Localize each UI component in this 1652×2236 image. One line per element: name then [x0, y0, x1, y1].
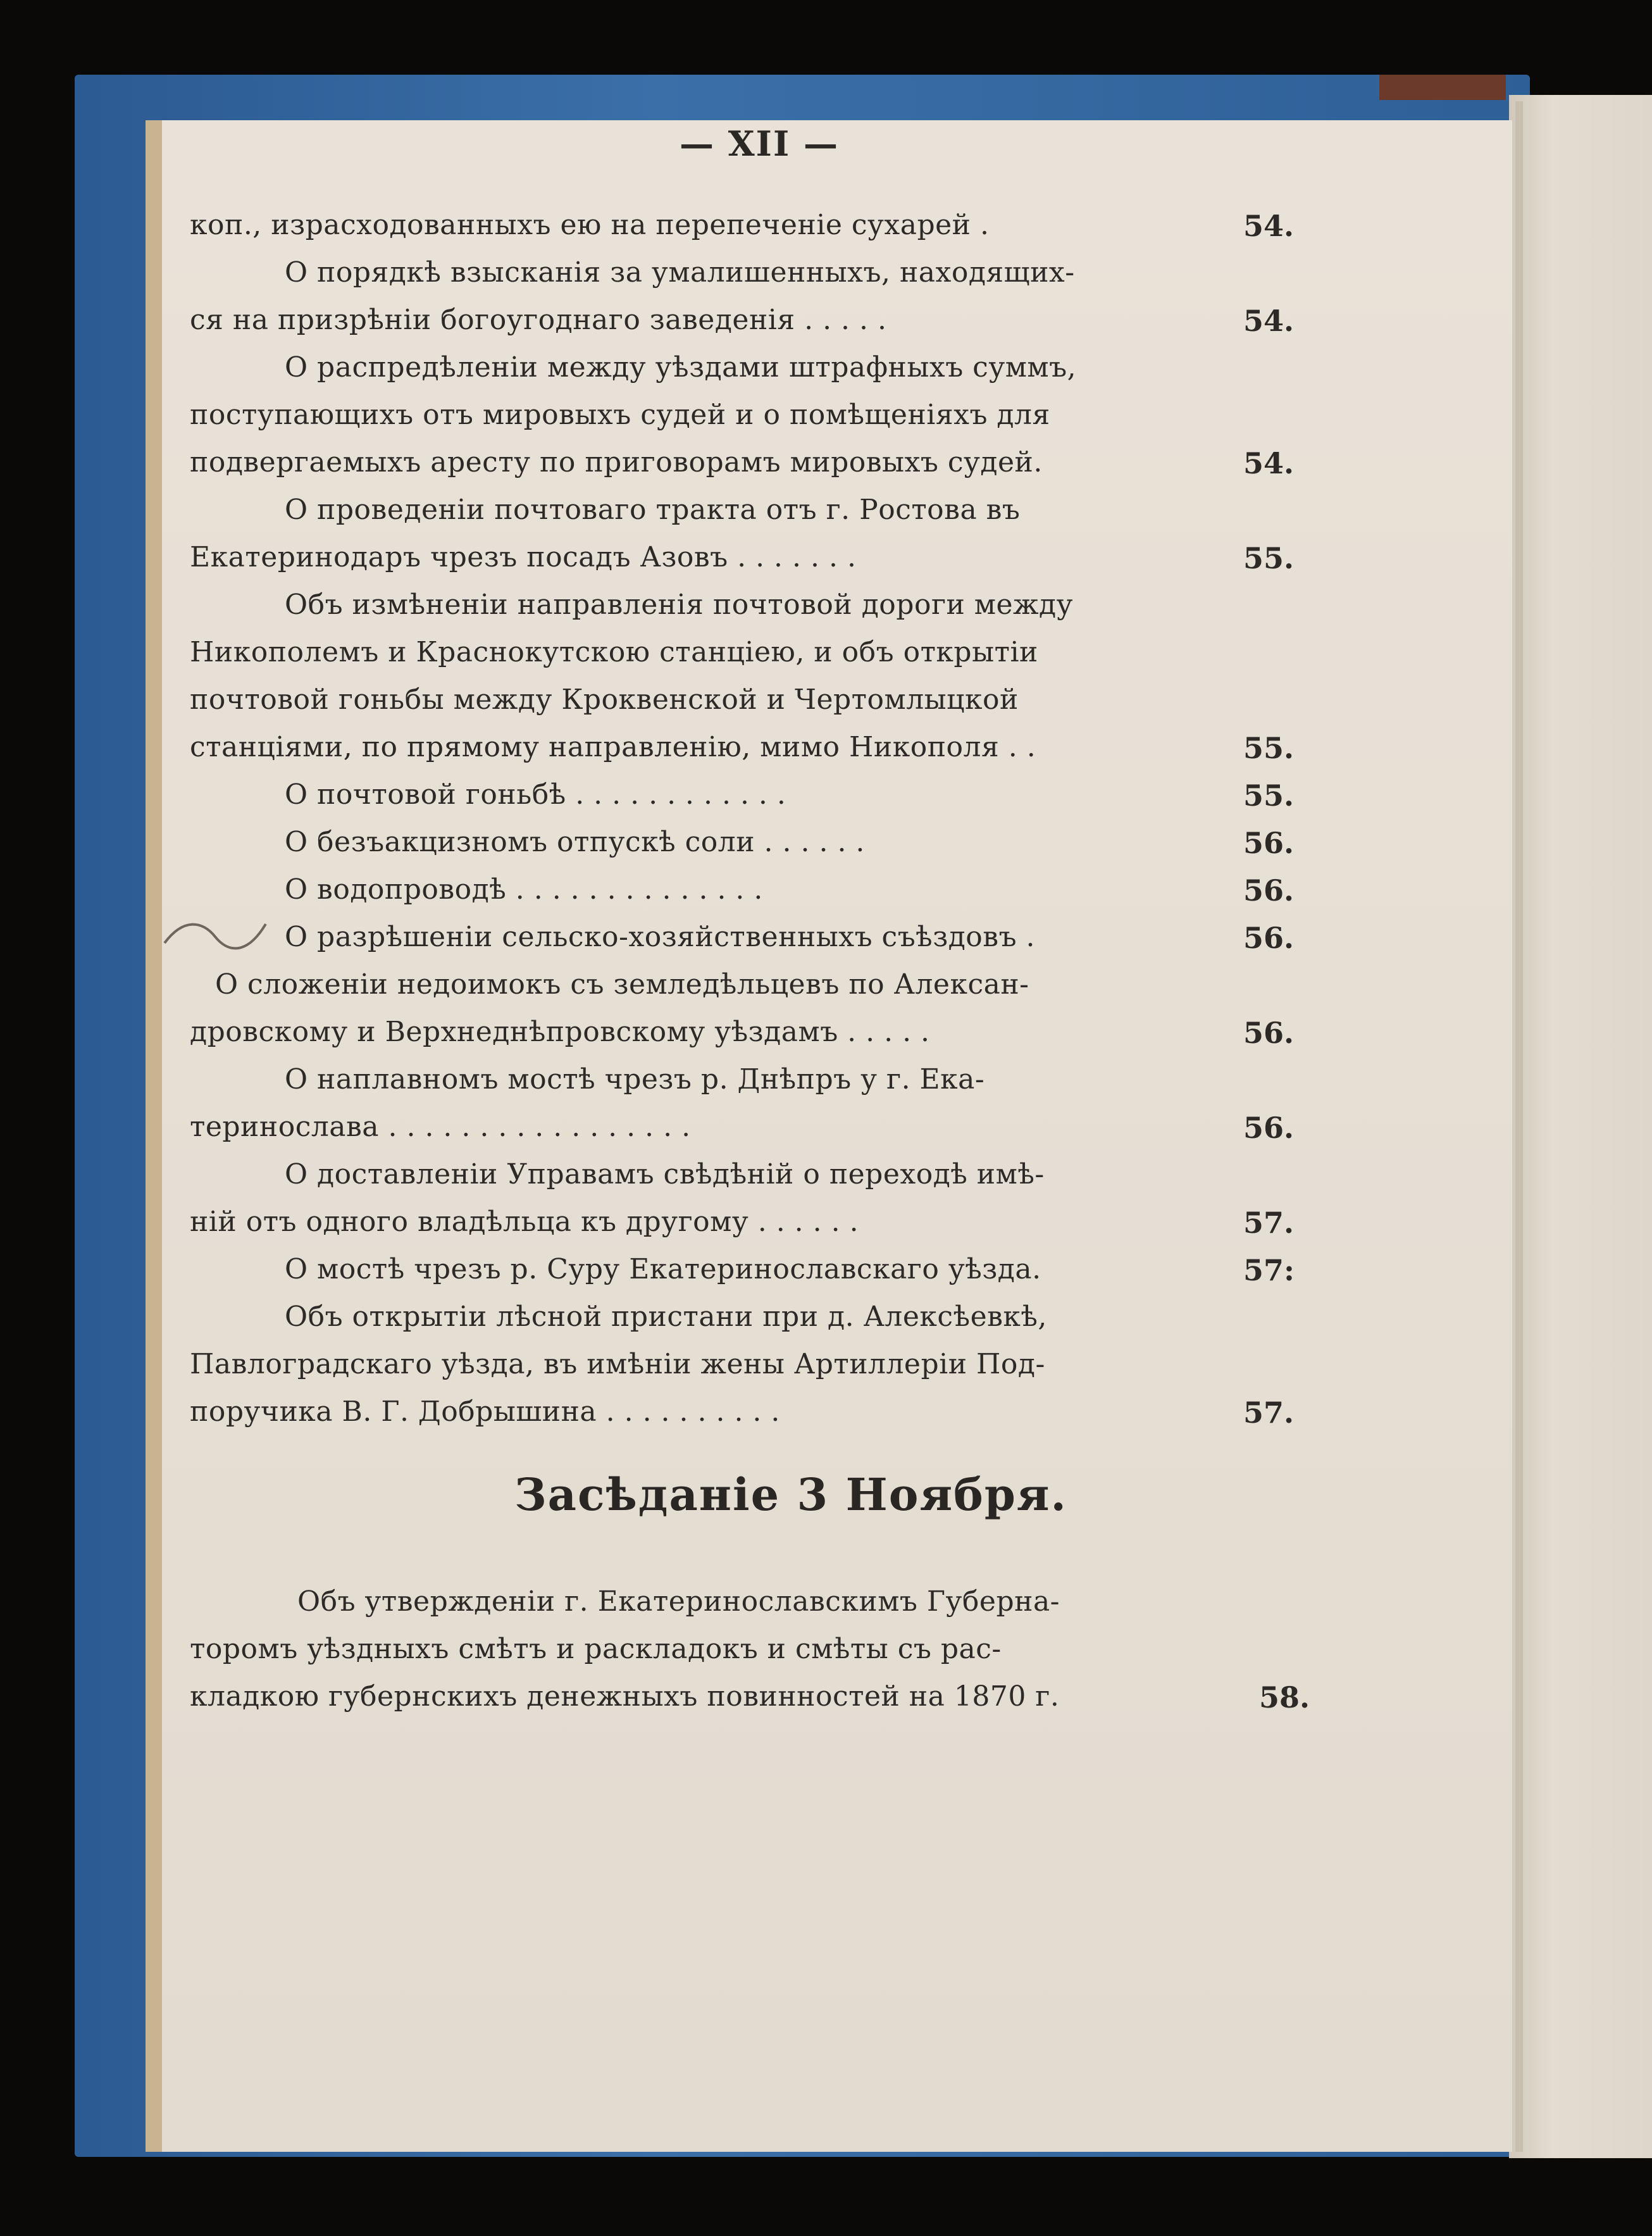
toc-line: подвергаемыхъ аресту по приговорамъ мировыхъ судей. [190, 446, 1043, 478]
toc-page-number: 54. [1243, 209, 1295, 243]
toc-line: Объ измѣненіи направленія почтовой дороги между [285, 589, 1074, 621]
pencil-scribble-icon [158, 911, 285, 962]
toc-line: теринослава . . . . . . . . . . . . . . . . . [190, 1111, 691, 1143]
toc-line: О порядкѣ взысканія за умалишенныхъ, находящих- [285, 256, 1075, 289]
toc-line: О доставленіи Управамъ свѣдѣній о переходѣ имѣ- [285, 1158, 1045, 1190]
toc-page-number: 56. [1243, 826, 1295, 860]
toc-line: О наплавномъ мостѣ чрезъ р. Днѣпръ у г. Ека- [285, 1063, 985, 1096]
toc-line: О разрѣшеніи сельско-хозяйственныхъ съѣздовъ . [285, 921, 1036, 953]
toc-line: торомъ уѣздныхъ смѣтъ и раскладокъ и смѣты съ рас- [190, 1633, 1002, 1665]
toc-line: дровскому и Верхнеднѣпровскому уѣздамъ . . . . . [190, 1016, 930, 1048]
toc-line: О безъакцизномъ отпускѣ соли . . . . . . [285, 826, 865, 858]
toc-line: почтовой гоньбы между Кроквенской и Чертомлыцкой [190, 684, 1019, 716]
toc-line: О почтовой гоньбѣ . . . . . . . . . . . . [285, 778, 786, 811]
toc-line: Объ утвержденіи г. Екатеринославскимъ Губерна- [297, 1585, 1060, 1618]
toc-page-number: 55. [1243, 541, 1295, 575]
toc-line: О распредѣленіи между уѣздами штрафныхъ суммъ, [285, 351, 1077, 384]
toc-line: поручика В. Г. Добрышина . . . . . . . . . . [190, 1396, 780, 1428]
toc-page-number: 56. [1243, 921, 1295, 955]
toc-page-number: 56. [1243, 1016, 1295, 1050]
facing-page [1509, 95, 1652, 2158]
toc-line: поступающихъ отъ мировыхъ судей и о помѣщеніяхъ для [190, 399, 1050, 431]
toc-page-number: 56. [1243, 1111, 1295, 1145]
toc-line: коп., израсходованныхъ ею на перепеченіе сухарей . [190, 209, 990, 241]
toc-line: О мостѣ чрезъ р. Суру Екатеринославскаго уѣзда. [285, 1253, 1041, 1285]
page-edge [1515, 101, 1523, 2152]
toc-line: ній отъ одного владѣльца къ другому . . . . . . [190, 1206, 859, 1238]
toc-page-number: 58. [1259, 1680, 1310, 1714]
toc-page-number: 57. [1243, 1396, 1295, 1430]
toc-line: Екатеринодаръ чрезъ посадъ Азовъ . . . . . . . [190, 541, 857, 573]
toc-page-number: 54. [1243, 446, 1295, 480]
toc-page-number: 56. [1243, 873, 1295, 908]
toc-line: Павлоградскаго уѣзда, въ имѣніи жены Артиллеріи Под- [190, 1348, 1045, 1380]
toc-line: станціями, по прямому направленію, мимо Никополя . . [190, 731, 1036, 763]
toc-page-number: 55. [1243, 731, 1295, 765]
section-heading: Засѣданіе 3 Ноября. [514, 1468, 1067, 1521]
toc-line: О водопроводѣ . . . . . . . . . . . . . . [285, 873, 763, 906]
toc-line: Никополемъ и Краснокутскою станціею, и объ открытіи [190, 636, 1038, 668]
toc-page-number: 55. [1243, 778, 1295, 813]
spine-edge [1379, 75, 1506, 100]
toc-line: Объ открытіи лѣсной пристани при д. Алексѣевкѣ, [285, 1301, 1047, 1333]
toc-line: кладкою губернскихъ денежныхъ повинностей на 1870 г. [190, 1680, 1060, 1713]
toc-page-number: 57: [1243, 1253, 1295, 1287]
toc-page-number: 54. [1243, 304, 1295, 338]
toc-line: О сложеніи недоимокъ съ земледѣльцевъ по Алексан- [215, 968, 1029, 1001]
toc-line: ся на призрѣніи богоугоднаго заведенія . . . . . [190, 304, 887, 336]
toc-line: О проведеніи почтоваго тракта отъ г. Ростова въ [285, 494, 1021, 526]
toc-page-number: 57. [1243, 1206, 1295, 1240]
page-header: — XII — [679, 123, 840, 164]
